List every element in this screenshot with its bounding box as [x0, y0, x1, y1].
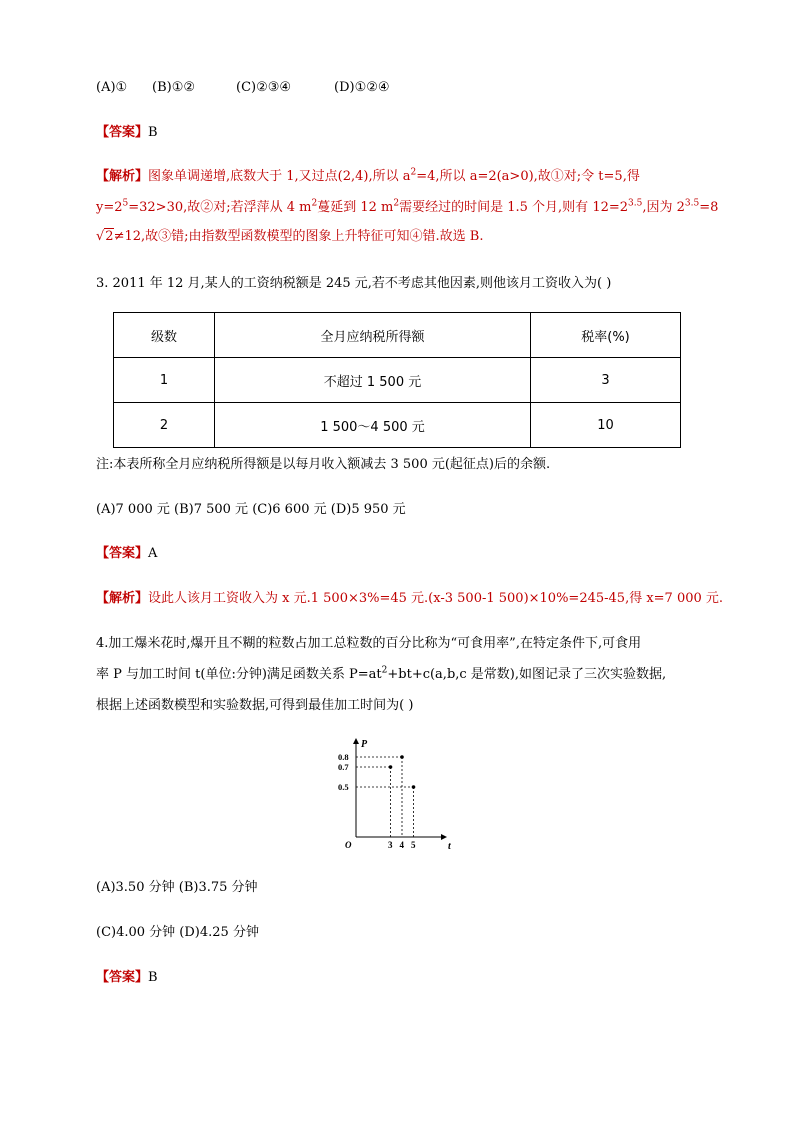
x-tick-label: 5 [411, 840, 416, 850]
analysis-text: =32>30,故②对;若浮萍从 4 m [128, 200, 312, 215]
q4-line-2 [96, 667, 666, 683]
y-tick-label: 0.7 [338, 762, 349, 772]
data-point [389, 765, 393, 769]
q3-analysis [96, 591, 723, 607]
x-axis-label: t [448, 841, 451, 851]
q3-note: 注:本表所称全月应纳税所得额是以每月收入额减去 3 500 元(起征点)后的余额. [96, 457, 551, 472]
q2-analysis-line-2 [96, 200, 718, 216]
q2-analysis-line-1 [96, 169, 640, 185]
analysis-text: 设此人该月工资收入为 x 元.1 500×3%=45 元.(x-3 500-1 500)×10%=245-45,得 x=7 000 元. [148, 591, 724, 606]
table-cell: 3 [531, 358, 681, 403]
answer-tag: 【答案】 [96, 125, 149, 140]
superscript: 3.5 [628, 198, 643, 209]
table-header-cell: 全月应纳税所得额 [215, 313, 531, 358]
superscript: 2 [393, 198, 400, 209]
analysis-text: 图象单调递增,底数大于 1,又过点(2,4),所以 a [148, 169, 411, 184]
q2-answer [96, 125, 158, 141]
q2-options [96, 80, 390, 96]
table-cell: 10 [531, 403, 681, 448]
q4-answer [96, 970, 158, 986]
table-header-row [114, 313, 681, 358]
x-tick-label: 4 [399, 840, 404, 850]
q4-options-ab: (A)3.50 分钟 (B)3.75 分钟 [96, 880, 258, 895]
q3-options: (A)7 000 元 (B)7 500 元 (C)6 600 元 (D)5 950 元 [96, 502, 406, 517]
question-text: 率 P 与加工时间 t(单位:分钟)满足函数关系 P=at [96, 667, 382, 682]
y-tick-label: 0.8 [338, 752, 349, 762]
table-row [114, 403, 681, 448]
answer-value: B [148, 125, 158, 140]
analysis-text: ,因为 2 [642, 200, 685, 215]
sqrt-radicand: 2 [105, 229, 114, 244]
analysis-tag: 【解析】 [96, 169, 149, 184]
q2-option-c: (C)②③④ [236, 80, 292, 95]
superscript: 5 [122, 198, 129, 209]
q2-option-d: (D)①②④ [334, 80, 390, 95]
analysis-text: y=2 [96, 200, 123, 215]
table-header-cell: 税率(%) [531, 313, 681, 358]
answer-tag: 【答案】 [96, 970, 149, 985]
answer-value: B [148, 970, 158, 985]
superscript: 2 [311, 198, 318, 209]
superscript: 3.5 [684, 198, 700, 209]
popcorn-chart [336, 735, 456, 851]
table-cell: 不超过 1 500 元 [215, 358, 531, 403]
table-cell: 2 [114, 403, 215, 448]
analysis-text: 需要经过的时间是 1.5 个月,则有 12=2 [399, 200, 629, 215]
tax-table [113, 312, 681, 448]
table-cell: 1 [114, 358, 215, 403]
question-text: +bt+c(a,b,c 是常数),如图记录了三次实验数据, [387, 667, 667, 682]
q2-option-b: (B)①② [152, 80, 196, 95]
guide-lines [356, 757, 414, 837]
superscript: 2 [381, 665, 388, 676]
q4-line-1: 4.加工爆米花时,爆开且不糊的粒数占加工总粒数的百分比称为“可食用率”,在特定条件下,可食用 [96, 636, 642, 651]
table-row [114, 358, 681, 403]
origin-label: O [345, 840, 352, 850]
superscript: 2 [410, 167, 417, 178]
sqrt-symbol: √ [96, 229, 105, 244]
y-axis-label: P [361, 739, 368, 750]
table-header-cell: 级数 [114, 313, 215, 358]
q3-question: 3. 2011 年 12 月,某人的工资纳税额是 245 元,若不考虑其他因素,则他该月工资收入为( ) [96, 276, 612, 291]
q2-analysis-line-3 [96, 229, 483, 245]
analysis-text: 蔓延到 12 m [317, 200, 394, 215]
q3-answer [96, 546, 157, 562]
data-point [400, 755, 404, 759]
analysis-text: =4,所以 a=2(a>0),故①对;令 t=5,得 [416, 169, 640, 184]
analysis-text: =8 [699, 200, 719, 215]
answer-value: A [148, 546, 158, 561]
answer-tag: 【答案】 [96, 546, 149, 561]
data-point [412, 785, 416, 789]
q4-line-3: 根据上述函数模型和实验数据,可得到最佳加工时间为( ) [96, 698, 414, 713]
y-tick-label: 0.5 [338, 782, 349, 792]
analysis-tag: 【解析】 [96, 591, 149, 606]
q4-options-cd: (C)4.00 分钟 (D)4.25 分钟 [96, 925, 259, 940]
x-tick-label: 3 [388, 840, 393, 850]
table-cell: 1 500～4 500 元 [215, 403, 531, 448]
q2-option-a: (A)① [96, 80, 128, 95]
analysis-text: ≠12,故③错;由指数型函数模型的图象上升特征可知④错.故选 B. [113, 229, 484, 244]
